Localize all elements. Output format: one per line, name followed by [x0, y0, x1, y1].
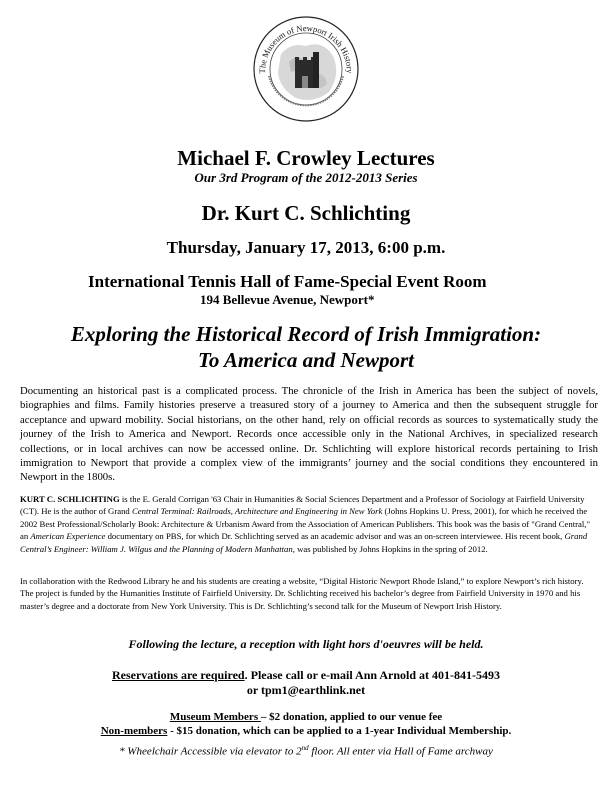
svg-text:The Museum of Newport Irish Hi: The Museum of Newport Irish History: [256, 22, 356, 74]
series-title: Michael F. Crowley Lectures: [177, 146, 435, 170]
nonmembers-text: - $15 donation, which can be applied to a 1-year Individual Membership.: [167, 725, 512, 737]
castle-seal-icon: [251, 14, 361, 124]
members-label: Museum Members: [169, 711, 261, 723]
accessibility-note: [0, 744, 612, 758]
lecture-title-line1: Exploring the Historical Record of Irish Immigration:: [70, 322, 542, 346]
event-date-time: Thursday, January 17, 2013, 6:00 p.m.: [166, 238, 446, 257]
wheelchair-text: * Wheelchair Accessible via elevator to 2: [119, 745, 302, 758]
lecture-description: Documenting an historical past is a complicated process. The chronicle of the Irish in America has been the subject of novels, biographies and films. Family histories preserve a treasured story of a journey to America and then the subsequent struggle for acceptance and upward mobility. Social historians, on the other hand, rely on official records as sources to systematically study the journey of the Irish to America and Newport. Records once accessible only in the National Archives, in specialized research collections, or in local archives can now be accessed online. Dr. Schlichting will explore historical records pertaining to Irish immigration to Newport that provide a complex view of the immigrants’ journey and the social conditions they encountered in Newport in the 1800s.: [20, 385, 598, 484]
nonmembers-label: Non-members: [100, 725, 168, 737]
bio-show: American Experience: [30, 531, 106, 542]
lecture-title-line2: To America and Newport: [197, 348, 415, 372]
wheelchair-sup: nd: [301, 744, 309, 752]
bio-text: (Johns Hopkins U. Press, 2001), for which he received the 2002 Best Professional/Scholarly Book: Architecture & Urbanism Award from the Association of American Publishers. This book was the basis of "Grand Central," an: [20, 506, 591, 542]
bio-text: is the E. Gerald Corrigan '63 Chair in Humanities & Social Sciences Department and a Professor of Sociology at Fairfield University (CT). He is the author of Grand: [20, 494, 585, 517]
reservations-line: [0, 668, 612, 683]
series-subtitle: Our 3rd Program of the 2012-2013 Series: [194, 170, 418, 185]
members-text: – $2 donation, applied to our venue fee: [260, 711, 443, 723]
event-venue: International Tennis Hall of Fame-Special Event Room: [88, 272, 487, 291]
speaker-bio: [20, 493, 598, 555]
bio-text: documentary on PBS, for which Dr. Schlichting served as an academic advisor and was an on-screen interviewee. His recent book,: [105, 531, 565, 542]
collaboration-paragraph: In collaboration with the Redwood Library he and his students are creating a website, “Digital Historic Newport Rhode Island,” to explore Newport’s rich history. The project is funded by the Humanities Institute of Fairfield University. Dr. Schlichting received his bachelor’s degree from Fairfield University in 1970 and his master’s degree and a doctorate from New York University. This is Dr. Schlichting’s second talk for the Museum of Newport Irish History.: [20, 576, 584, 611]
speaker-name: Dr. Kurt C. Schlichting: [201, 201, 411, 225]
reservations-contact: . Please call or e-mail Ann Arnold at 401-841-5493: [244, 668, 501, 682]
bio-name: KURT C. SCHLICHTING: [20, 494, 120, 504]
bio-text: , was published by Johns Hopkins in the spring of 2012.: [292, 543, 488, 554]
bio-book2: Grand Central’s Engineer: William J. Wilgus and the Planning of Modern Manhattan: [20, 531, 588, 554]
museum-logo: [251, 14, 361, 124]
event-address: 194 Bellevue Avenue, Newport*: [200, 292, 375, 307]
bio-book1: Central Terminal: Railroads, Architecture and Engineering in New York: [131, 506, 383, 517]
wheelchair-text-end: floor. All enter via Hall of Fame archway: [308, 745, 493, 758]
nonmembers-pricing: [0, 725, 612, 737]
reception-note: Following the lecture, a reception with light hors d'oeuvres will be held.: [128, 637, 484, 651]
contact-email[interactable]: or tpm1@earthlink.net: [246, 683, 366, 697]
members-pricing: [0, 711, 612, 723]
reservations-label: Reservations are required: [111, 668, 245, 682]
